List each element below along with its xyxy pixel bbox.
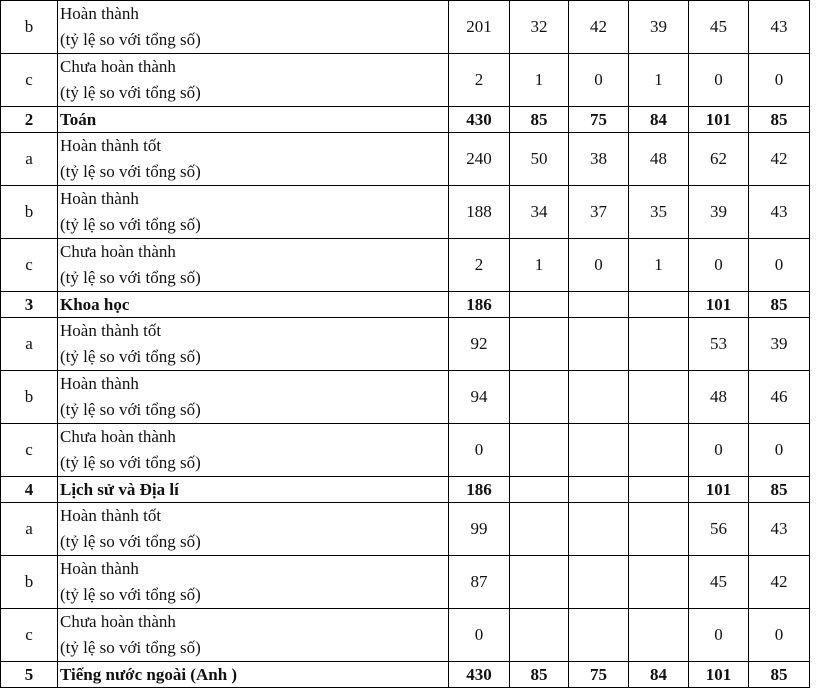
row-index: 2 <box>1 107 58 133</box>
criterion-label <box>58 371 449 424</box>
criterion-note: (tỷ lệ so với tổng số) <box>60 400 201 419</box>
criterion-note: (tỷ lệ so với tổng số) <box>60 453 201 472</box>
value-cell: 43 <box>749 1 810 54</box>
value-cell: 42 <box>749 133 810 186</box>
criterion-name: Hoàn thành <box>60 374 139 393</box>
value-cell <box>629 371 689 424</box>
value-cell <box>629 477 689 503</box>
criterion-note: (tỷ lệ so với tổng số) <box>60 347 201 366</box>
value-cell: 101 <box>689 662 749 688</box>
value-cell: 50 <box>510 133 569 186</box>
table-row <box>1 424 810 477</box>
total-cell: 430 <box>449 107 510 133</box>
value-cell: 35 <box>629 186 689 239</box>
total-cell: 94 <box>449 371 510 424</box>
criterion-label <box>58 424 449 477</box>
row-index: c <box>1 424 58 477</box>
table-row <box>1 371 810 424</box>
value-cell <box>510 477 569 503</box>
total-cell: 240 <box>449 133 510 186</box>
category-row <box>1 477 810 503</box>
value-cell: 53 <box>689 318 749 371</box>
criterion-note: (tỷ lệ so với tổng số) <box>60 30 201 49</box>
total-cell: 87 <box>449 556 510 609</box>
value-cell: 84 <box>629 662 689 688</box>
criterion-name: Hoàn thành <box>60 189 139 208</box>
criterion-note: (tỷ lệ so với tổng số) <box>60 268 201 287</box>
row-index: b <box>1 186 58 239</box>
value-cell <box>569 292 629 318</box>
criterion-label <box>58 503 449 556</box>
value-cell: 39 <box>749 318 810 371</box>
criterion-note: (tỷ lệ so với tổng số) <box>60 83 201 102</box>
table-row <box>1 1 810 54</box>
category-label: Toán <box>58 107 449 133</box>
criterion-note: (tỷ lệ so với tổng số) <box>60 532 201 551</box>
criterion-note: (tỷ lệ so với tổng số) <box>60 162 201 181</box>
criterion-name: Hoàn thành tốt <box>60 136 162 155</box>
criterion-name: Chưa hoàn thành <box>60 612 176 631</box>
value-cell: 101 <box>689 107 749 133</box>
row-index: 4 <box>1 477 58 503</box>
criterion-name: Chưa hoàn thành <box>60 57 176 76</box>
criterion-note: (tỷ lệ so với tổng số) <box>60 585 201 604</box>
table-row <box>1 239 810 292</box>
value-cell <box>569 609 629 662</box>
value-cell <box>510 424 569 477</box>
value-cell: 85 <box>510 107 569 133</box>
category-row <box>1 292 810 318</box>
value-cell: 101 <box>689 477 749 503</box>
total-cell: 2 <box>449 239 510 292</box>
value-cell: 39 <box>629 1 689 54</box>
value-cell <box>629 556 689 609</box>
value-cell: 48 <box>689 371 749 424</box>
value-cell <box>510 609 569 662</box>
value-cell <box>629 318 689 371</box>
value-cell <box>629 609 689 662</box>
table-row <box>1 186 810 239</box>
value-cell: 85 <box>749 292 810 318</box>
table-row <box>1 556 810 609</box>
value-cell <box>629 503 689 556</box>
value-cell: 0 <box>689 239 749 292</box>
value-cell: 0 <box>689 54 749 107</box>
table-row <box>1 503 810 556</box>
value-cell <box>510 371 569 424</box>
criterion-label <box>58 133 449 186</box>
value-cell <box>569 556 629 609</box>
value-cell: 37 <box>569 186 629 239</box>
criterion-label <box>58 1 449 54</box>
table-body <box>1 1 810 688</box>
criterion-label <box>58 556 449 609</box>
table-row <box>1 133 810 186</box>
row-index: 5 <box>1 662 58 688</box>
criterion-name: Hoàn thành <box>60 559 139 578</box>
value-cell: 85 <box>510 662 569 688</box>
value-cell: 42 <box>569 1 629 54</box>
table-row <box>1 318 810 371</box>
criterion-note: (tỷ lệ so với tổng số) <box>60 638 201 657</box>
value-cell: 34 <box>510 186 569 239</box>
category-row <box>1 662 810 688</box>
criterion-label <box>58 609 449 662</box>
total-cell: 186 <box>449 292 510 318</box>
row-index: 3 <box>1 292 58 318</box>
value-cell: 84 <box>629 107 689 133</box>
category-label: Lịch sử và Địa lí <box>58 477 449 503</box>
value-cell: 56 <box>689 503 749 556</box>
value-cell <box>510 503 569 556</box>
value-cell: 0 <box>689 424 749 477</box>
value-cell <box>569 503 629 556</box>
value-cell: 1 <box>510 239 569 292</box>
criterion-name: Hoàn thành <box>60 4 139 23</box>
value-cell: 1 <box>510 54 569 107</box>
row-index: a <box>1 133 58 186</box>
value-cell: 45 <box>689 556 749 609</box>
total-cell: 92 <box>449 318 510 371</box>
total-cell: 186 <box>449 477 510 503</box>
criterion-label <box>58 239 449 292</box>
value-cell: 43 <box>749 503 810 556</box>
row-index: c <box>1 609 58 662</box>
criterion-label <box>58 318 449 371</box>
table-row <box>1 54 810 107</box>
value-cell: 75 <box>569 662 629 688</box>
row-index: b <box>1 556 58 609</box>
criterion-note: (tỷ lệ so với tổng số) <box>60 215 201 234</box>
value-cell: 0 <box>569 54 629 107</box>
value-cell: 75 <box>569 107 629 133</box>
criterion-label <box>58 186 449 239</box>
value-cell <box>510 318 569 371</box>
value-cell: 1 <box>629 239 689 292</box>
category-row <box>1 107 810 133</box>
total-cell: 430 <box>449 662 510 688</box>
row-index: b <box>1 1 58 54</box>
total-cell: 2 <box>449 54 510 107</box>
value-cell: 101 <box>689 292 749 318</box>
category-label: Khoa học <box>58 292 449 318</box>
value-cell: 1 <box>629 54 689 107</box>
value-cell <box>569 424 629 477</box>
value-cell: 0 <box>749 424 810 477</box>
value-cell: 48 <box>629 133 689 186</box>
criterion-name: Hoàn thành tốt <box>60 506 162 525</box>
row-index: c <box>1 239 58 292</box>
value-cell: 85 <box>749 107 810 133</box>
value-cell: 38 <box>569 133 629 186</box>
value-cell: 85 <box>749 662 810 688</box>
category-label: Tiếng nước ngoài (Anh ) <box>58 662 449 688</box>
value-cell <box>569 318 629 371</box>
value-cell <box>569 477 629 503</box>
value-cell: 43 <box>749 186 810 239</box>
row-index: c <box>1 54 58 107</box>
total-cell: 99 <box>449 503 510 556</box>
value-cell <box>629 424 689 477</box>
total-cell: 0 <box>449 424 510 477</box>
criterion-name: Chưa hoàn thành <box>60 242 176 261</box>
value-cell: 39 <box>689 186 749 239</box>
value-cell <box>569 371 629 424</box>
value-cell: 0 <box>749 54 810 107</box>
value-cell: 62 <box>689 133 749 186</box>
value-cell: 45 <box>689 1 749 54</box>
value-cell <box>629 292 689 318</box>
row-index: a <box>1 318 58 371</box>
value-cell: 0 <box>749 609 810 662</box>
total-cell: 0 <box>449 609 510 662</box>
value-cell: 0 <box>569 239 629 292</box>
total-cell: 201 <box>449 1 510 54</box>
row-index: b <box>1 371 58 424</box>
value-cell: 42 <box>749 556 810 609</box>
value-cell: 32 <box>510 1 569 54</box>
value-cell: 85 <box>749 477 810 503</box>
total-cell: 188 <box>449 186 510 239</box>
value-cell: 0 <box>689 609 749 662</box>
value-cell <box>510 556 569 609</box>
value-cell <box>510 292 569 318</box>
value-cell: 46 <box>749 371 810 424</box>
value-cell: 0 <box>749 239 810 292</box>
row-index: a <box>1 503 58 556</box>
criterion-name: Chưa hoàn thành <box>60 427 176 446</box>
table-row <box>1 609 810 662</box>
criterion-label <box>58 54 449 107</box>
criterion-name: Hoàn thành tốt <box>60 321 162 340</box>
